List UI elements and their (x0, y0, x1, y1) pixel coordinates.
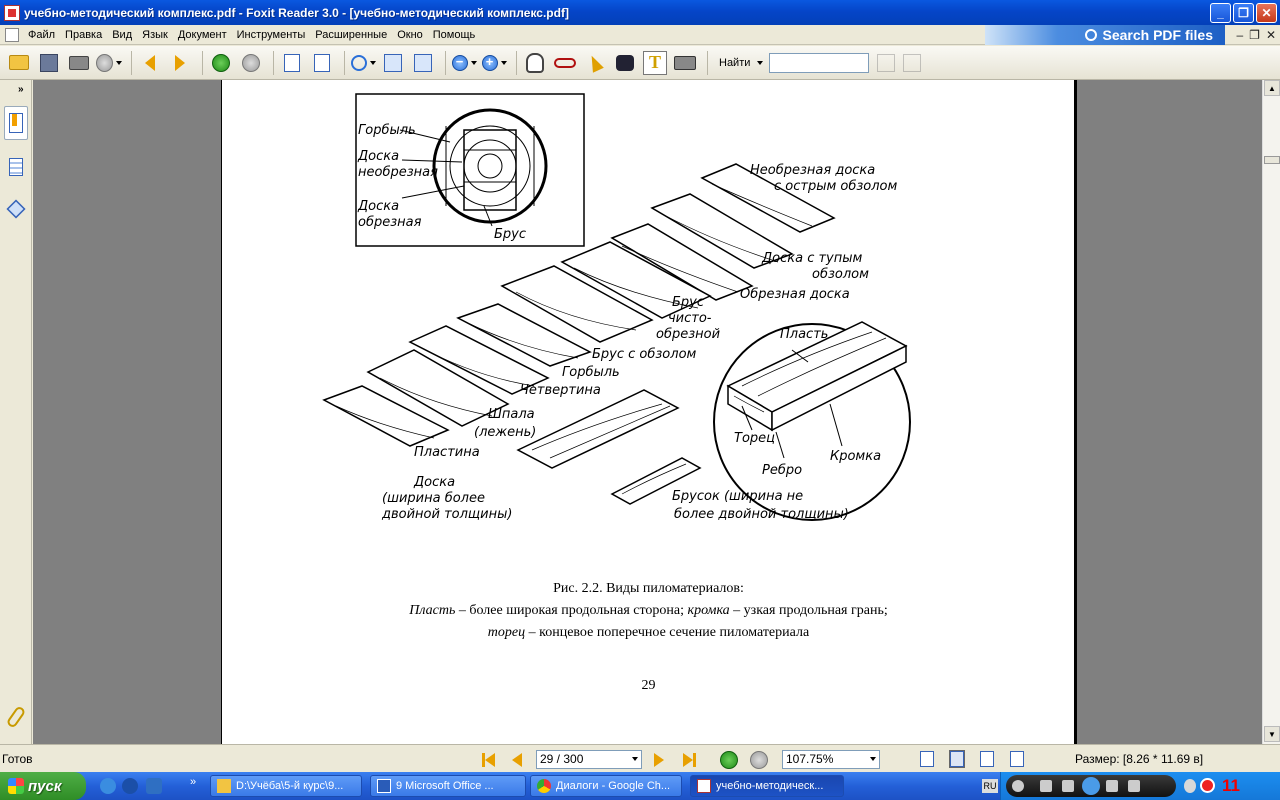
label-brusok-1: Брусок (ширина не (672, 489, 804, 504)
go-forward-button[interactable] (238, 50, 264, 76)
document-view[interactable] (33, 80, 1262, 744)
label-shpala-2: (лежень) (474, 425, 537, 440)
go-back-button[interactable] (208, 50, 234, 76)
print-button[interactable] (66, 50, 92, 76)
zoom-out-button[interactable] (451, 50, 477, 76)
label-chetvertina: Четвертина (520, 383, 601, 398)
label-neobr-ostr-2: с острым обзолом (774, 179, 898, 194)
paperclip-icon (6, 705, 27, 729)
menu-tools[interactable]: Инструменты (236, 28, 306, 41)
arrow-left-icon (145, 55, 155, 71)
window-title: учебно-методический комплекс.pdf - Foxit Reader 3.0 - [учебно-методический комплекс.pdf] (24, 5, 569, 20)
label-plastina: Пластина (414, 445, 480, 460)
label-obreznaya: Обрезная доска (740, 287, 850, 302)
label-tupoy-1: Доска с тупым (762, 251, 863, 266)
search-icon (1085, 29, 1097, 41)
rotate-left-button[interactable] (279, 50, 305, 76)
prev-page-status-button[interactable] (512, 753, 522, 767)
bookmark-icon (9, 113, 23, 133)
first-page-button[interactable] (482, 753, 496, 767)
zoom-in-button[interactable] (481, 50, 507, 76)
word-icon (377, 779, 391, 793)
caption-text-kromka: – узкая продольная грань; (729, 603, 888, 618)
caption-line-2 (409, 603, 887, 618)
scroll-up-button[interactable]: ▲ (1264, 80, 1280, 96)
stop-button[interactable] (1040, 780, 1052, 792)
last-page-button[interactable] (682, 753, 696, 767)
label-doska-3: двойной толщины) (382, 507, 513, 522)
layers-tab[interactable] (4, 192, 28, 226)
rotate-left-icon (284, 54, 300, 72)
menu-view[interactable]: Вид (112, 28, 133, 41)
title-bar (0, 0, 1280, 25)
select-text-button[interactable] (642, 50, 668, 76)
label-tupoy-2: обзолом (812, 267, 869, 282)
label-doska-2: (ширина более (382, 491, 485, 506)
label-brus-chisto-1: Брус (672, 295, 705, 310)
log-cross-section (434, 110, 546, 222)
browser-quicklaunch-icon[interactable] (122, 778, 138, 794)
arrow-right-icon (175, 55, 185, 71)
task-folder[interactable] (210, 775, 362, 797)
rotate-right-icon (314, 54, 330, 72)
scroll-thumb[interactable] (1264, 156, 1280, 164)
pause-button[interactable] (1082, 777, 1100, 795)
save-button[interactable] (36, 50, 62, 76)
menu-help[interactable]: Помощь (432, 28, 476, 41)
label-brus-inset: Брус (494, 227, 527, 242)
next-page-status-button[interactable] (654, 753, 664, 767)
media-player-bar[interactable] (1006, 775, 1176, 797)
label-neobr-ostr-1: Необрезная доска (750, 163, 876, 178)
next-page-button[interactable] (167, 50, 193, 76)
search-banner-label: Search PDF files (1102, 27, 1213, 43)
layers-icon (6, 199, 25, 218)
find-tool-button[interactable] (612, 50, 638, 76)
globe-icon (96, 54, 113, 72)
foxit-app-icon[interactable] (4, 5, 20, 21)
prev-page-button[interactable] (137, 50, 163, 76)
document-menu-icon[interactable] (5, 28, 19, 42)
maximize-button[interactable]: ❐ (1233, 3, 1254, 23)
chevron-down-icon (632, 757, 638, 761)
figure-caption (222, 578, 1075, 644)
continuous-facing-view-icon[interactable] (1010, 751, 1024, 767)
printer-icon (69, 56, 89, 70)
desktop-quicklaunch-icon[interactable] (146, 778, 162, 794)
player-icon[interactable] (1012, 780, 1024, 792)
continuous-view-icon[interactable] (950, 751, 964, 767)
page-number-value: 29 / 300 (540, 752, 584, 766)
label-brus-chisto-3: обрезной (656, 327, 721, 342)
task-word-label: 9 Microsoft Office ... (396, 780, 494, 792)
quicklaunch-expand-icon[interactable]: » (190, 776, 197, 788)
attachments-tab[interactable] (4, 700, 28, 734)
hand-icon (526, 53, 544, 73)
language-indicator[interactable]: RU (983, 781, 997, 791)
glasses-icon (554, 58, 576, 68)
search-pdf-banner[interactable] (985, 25, 1225, 45)
antivirus-tray-icon[interactable] (1200, 778, 1215, 793)
clock: 11 (1222, 776, 1240, 795)
previous-track-button[interactable] (1062, 780, 1074, 792)
bookmarks-tab[interactable] (4, 106, 28, 140)
find-next-icon[interactable] (903, 54, 921, 72)
thumbnails-icon (9, 158, 23, 176)
toolbar (0, 46, 1280, 80)
close-button[interactable]: ✕ (1256, 3, 1277, 23)
menu-advanced[interactable]: Расширенные (315, 28, 388, 41)
zoom-icon (351, 55, 367, 71)
minus-icon: − (452, 55, 468, 71)
zoom-value: 107.75% (786, 752, 834, 766)
start-label: пуск (28, 777, 62, 795)
find-label[interactable]: Найти (719, 56, 751, 69)
ie-quicklaunch-icon[interactable] (100, 778, 116, 794)
menu-file[interactable]: Файл (28, 28, 56, 41)
forward-view-icon[interactable] (750, 751, 768, 769)
task-foxit[interactable] (690, 775, 844, 797)
folder-icon (217, 779, 231, 793)
fit-width-icon (414, 54, 432, 72)
label-plast: Пласть (780, 327, 829, 342)
lumber-types-figure (322, 86, 982, 536)
hand-tool-button[interactable] (522, 50, 548, 76)
caption-term-torets: торец (487, 625, 526, 640)
windows-logo-icon (8, 778, 24, 794)
expand-panel-icon[interactable]: » (18, 84, 24, 95)
task-foxit-label: учебно-методическ... (716, 780, 824, 792)
find-previous-icon[interactable] (877, 54, 895, 72)
page-size-text: Размер: [8.26 * 11.69 в] (1075, 752, 1204, 766)
piece-doska (518, 390, 678, 468)
label-kromka: Кромка (830, 449, 882, 464)
zoom-field[interactable] (782, 750, 880, 769)
zoom-in-tool-button[interactable] (350, 50, 376, 76)
label-brusok-2: более двойной толщины) (674, 507, 849, 522)
caption-text-plast: – более широкая продольная сторона; (455, 603, 688, 618)
status-bar (0, 744, 1280, 772)
doc-restore-button[interactable]: ❐ (1249, 28, 1260, 42)
doc-minimize-button[interactable]: – (1236, 28, 1244, 42)
fit-width-button[interactable] (410, 50, 436, 76)
page-number: 29 (641, 678, 656, 693)
menu-window[interactable]: Окно (397, 28, 423, 41)
taskbar (0, 772, 1280, 800)
label-brus-obzol: Брус с обзолом (592, 347, 697, 362)
vertical-scrollbar[interactable] (1262, 80, 1280, 744)
snapshot-button[interactable] (672, 50, 698, 76)
pdf-page (221, 80, 1077, 744)
camera-icon (674, 56, 696, 70)
task-chrome[interactable] (530, 775, 682, 797)
label-doska-neobr-1: Доска (358, 149, 400, 164)
rotate-right-button[interactable] (309, 50, 335, 76)
scroll-down-button[interactable]: ▼ (1264, 726, 1280, 742)
caption-text-torets: – концевое поперечное сечение пиломатериала (525, 625, 810, 640)
save-icon (40, 54, 58, 72)
open-button[interactable] (6, 50, 32, 76)
fit-page-button[interactable] (380, 50, 406, 76)
label-doska-obr-1: Доска (358, 199, 400, 214)
minimize-button[interactable]: _ (1210, 3, 1231, 23)
task-word[interactable] (370, 775, 526, 797)
label-brus-chisto-2: чисто- (668, 311, 712, 326)
tray-arrow-icon[interactable] (1184, 779, 1196, 793)
single-page-view-icon[interactable] (920, 751, 934, 767)
thumbnails-tab[interactable] (4, 150, 28, 184)
navigation-panel (0, 80, 32, 744)
status-text: Готов (2, 752, 33, 766)
task-folder-label: D:\Учёба\5-й курс\9... (236, 780, 344, 792)
cursor-icon (586, 53, 604, 73)
caption-term-plast: Пласть (409, 603, 456, 618)
facing-view-icon[interactable] (980, 751, 994, 767)
plus-icon: + (482, 55, 498, 71)
back-view-icon[interactable] (720, 751, 738, 769)
label-torets: Торец (734, 431, 775, 446)
find-input[interactable] (769, 53, 869, 73)
chevron-down-icon (870, 757, 876, 761)
start-button[interactable] (0, 772, 86, 800)
menu-language[interactable]: Язык (142, 28, 168, 41)
binoculars-icon (616, 55, 634, 71)
label-doska-1: Доска (414, 475, 456, 490)
volume-icon[interactable] (1128, 780, 1140, 792)
next-track-button[interactable] (1106, 780, 1118, 792)
fit-page-icon (384, 54, 402, 72)
label-doska-obr-2: обрезная (358, 215, 422, 230)
label-doska-neobr-2: необрезная (358, 165, 438, 180)
doc-close-button[interactable]: ✕ (1265, 28, 1276, 42)
caption-line-3 (488, 625, 809, 640)
label-rebro: Ребро (762, 463, 803, 478)
text-select-icon: T (643, 51, 667, 75)
email-button[interactable] (96, 50, 122, 76)
page-number-field[interactable] (536, 750, 642, 769)
foxit-icon (697, 779, 711, 793)
label-shpala-1: Шпала (488, 407, 535, 422)
chrome-icon (537, 779, 551, 793)
menu-edit[interactable]: Правка (65, 28, 103, 41)
label-gorbyl: Горбыль (562, 365, 620, 380)
forward-icon (242, 54, 260, 72)
loupe-tool-button[interactable] (552, 50, 578, 76)
caption-line-1: Рис. 2.2. Виды пиломатериалов: (553, 581, 744, 596)
back-icon (212, 54, 230, 72)
label-gorbyl-inset: Горбыль (358, 123, 416, 138)
select-tool-button[interactable] (582, 50, 608, 76)
folder-icon (9, 55, 29, 70)
task-chrome-label: Диалоги - Google Ch... (556, 780, 671, 792)
caption-term-kromka: кромка (687, 603, 730, 618)
menu-document[interactable]: Документ (177, 28, 227, 41)
